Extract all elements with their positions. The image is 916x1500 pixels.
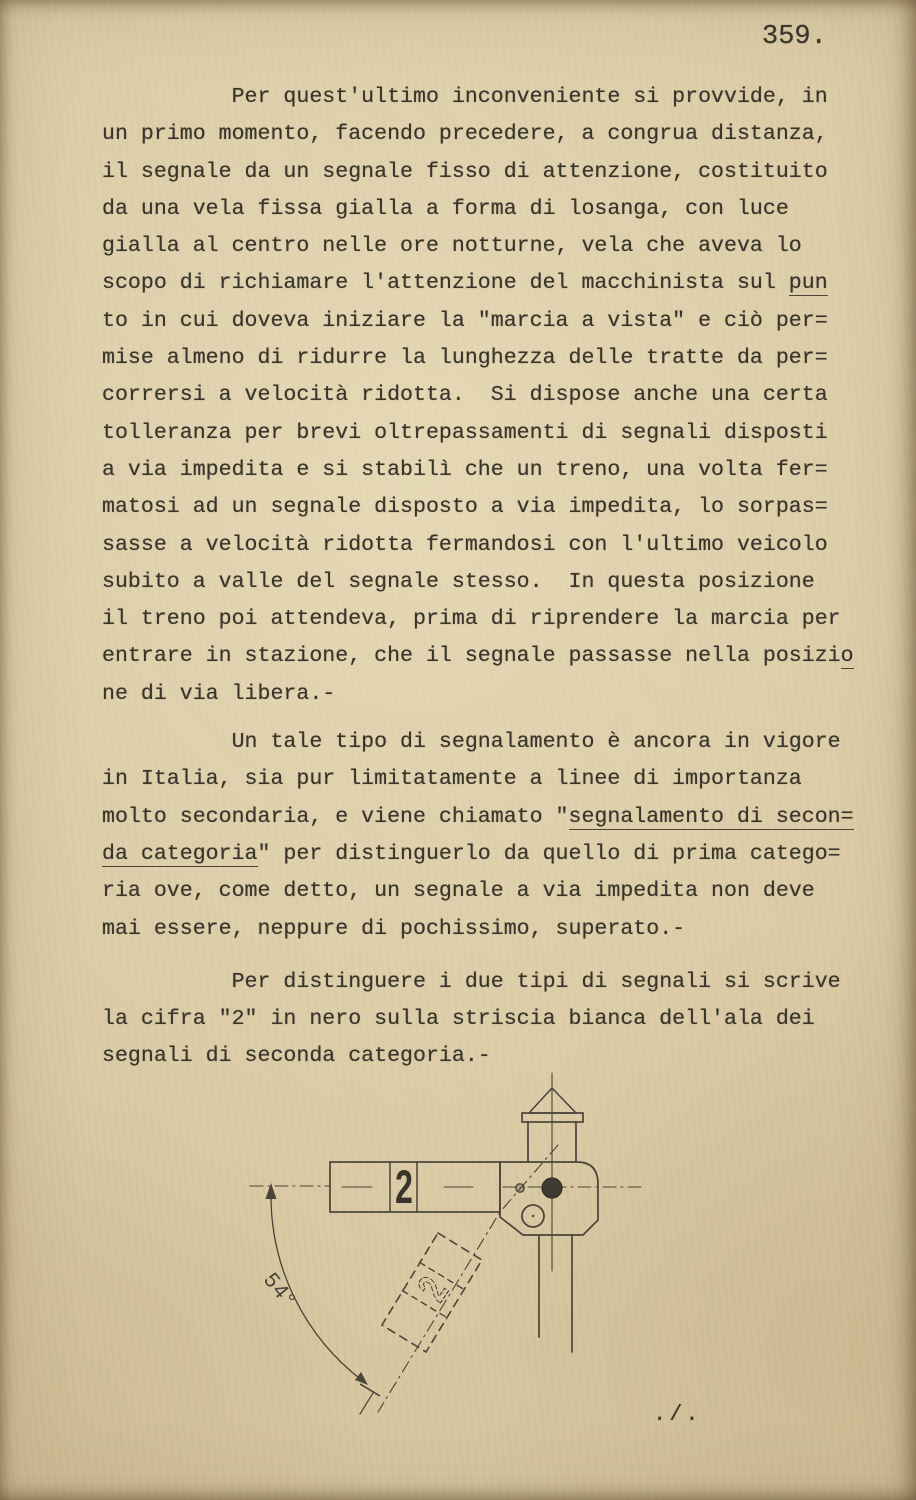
text-segment: mai essere, neppure di pochissimo, superato.- bbox=[102, 916, 686, 941]
text-line bbox=[102, 724, 882, 761]
text-segment: da una vela fissa gialla a forma di losanga, con luce bbox=[102, 196, 789, 221]
text-line bbox=[102, 415, 882, 452]
text-line bbox=[102, 1001, 882, 1038]
body-text bbox=[102, 79, 882, 1076]
text-segment: in Italia, sia pur limitatamente a linee di importanza bbox=[102, 767, 802, 792]
paragraph bbox=[102, 964, 882, 1076]
text-segment: gialla al centro nelle ore notturne, vela che aveva lo bbox=[102, 234, 802, 259]
text-segment: molto secondaria, e viene chiamato " bbox=[102, 804, 569, 829]
text-line bbox=[102, 116, 882, 153]
text-line bbox=[102, 836, 882, 873]
underlined-text: o bbox=[840, 644, 854, 669]
dashed-arm-digit: 2 bbox=[408, 1268, 457, 1309]
text-line bbox=[102, 303, 882, 340]
text-line bbox=[102, 964, 882, 1001]
paragraph bbox=[102, 79, 882, 713]
text-segment: ne di via libera.- bbox=[102, 681, 336, 706]
underlined-text: pun bbox=[788, 271, 828, 296]
text-line bbox=[102, 154, 882, 191]
text-segment: mise almeno di ridurre la lunghezza delle tratte da per= bbox=[102, 346, 828, 371]
text-line bbox=[102, 873, 882, 910]
text-line bbox=[102, 1038, 882, 1075]
text-segment: to in cui doveva iniziare la "marcia a vista" e ciò per= bbox=[102, 308, 828, 333]
text-line bbox=[102, 638, 882, 675]
text-segment: Un tale tipo di segnalamento è ancora in vigore bbox=[102, 730, 841, 755]
text-segment: Per quest'ultimo inconveniente si provvide, in bbox=[102, 85, 828, 109]
paragraph bbox=[102, 724, 882, 948]
text-segment: Per distinguere i due tipi di segnali si scrive bbox=[102, 969, 841, 994]
text-segment: a via impedita e si stabilì che un treno, una volta fer= bbox=[102, 457, 828, 482]
text-line bbox=[102, 676, 882, 713]
text-line bbox=[102, 79, 882, 116]
text-segment: tolleranza per brevi oltrepassamenti di segnali disposti bbox=[102, 420, 828, 445]
text-line bbox=[102, 911, 882, 948]
text-segment: corrersi a velocità ridotta. Si dispose anche una certa bbox=[102, 383, 828, 408]
text-line bbox=[102, 564, 882, 601]
text-segment: ria ove, come detto, un segnale a via impedita non deve bbox=[102, 879, 815, 904]
text-segment: il segnale da un segnale fisso di attenzione, costituito bbox=[102, 159, 828, 184]
text-line bbox=[102, 489, 882, 526]
underlined-text: da categoria bbox=[102, 841, 258, 866]
text-line bbox=[102, 377, 882, 414]
text-line bbox=[102, 340, 882, 377]
text-segment: segnali di seconda categoria.- bbox=[102, 1044, 491, 1069]
angle-label: 54° bbox=[259, 1268, 301, 1313]
continuation-mark: ./. bbox=[653, 1402, 702, 1427]
text-line bbox=[102, 527, 882, 564]
text-line bbox=[102, 191, 882, 228]
text-line bbox=[102, 601, 882, 638]
text-line bbox=[102, 452, 882, 489]
text-segment: scopo di richiamare l'attenzione del macchinista sul bbox=[102, 271, 789, 296]
text-segment: " per distinguerlo da quello di prima catego= bbox=[257, 841, 841, 866]
page-number: 359. bbox=[762, 22, 827, 52]
underlined-text: segnalamento di secon= bbox=[568, 804, 854, 829]
text-segment: matosi ad un segnale disposto a via impedita, lo sorpas= bbox=[102, 495, 828, 520]
text-segment: entrare in stazione, che il segnale passasse nella posizi bbox=[102, 644, 841, 669]
text-segment: sasse a velocità ridotta fermandosi con l'ultimo veicolo bbox=[102, 532, 828, 557]
text-line bbox=[102, 761, 882, 798]
text-line bbox=[102, 799, 882, 836]
text-segment: la cifra "2" in nero sulla striscia bianca dell'ala dei bbox=[102, 1007, 815, 1032]
arm-digit: 2 bbox=[395, 1160, 413, 1214]
text-segment: subito a valle del segnale stesso. In questa posizione bbox=[102, 569, 815, 594]
text-segment: un primo momento, facendo precedere, a congrua distanza, bbox=[102, 122, 828, 147]
text-line bbox=[102, 265, 882, 302]
text-line bbox=[102, 228, 882, 265]
text-segment: il treno poi attendeva, prima di riprendere la marcia per bbox=[102, 607, 841, 632]
